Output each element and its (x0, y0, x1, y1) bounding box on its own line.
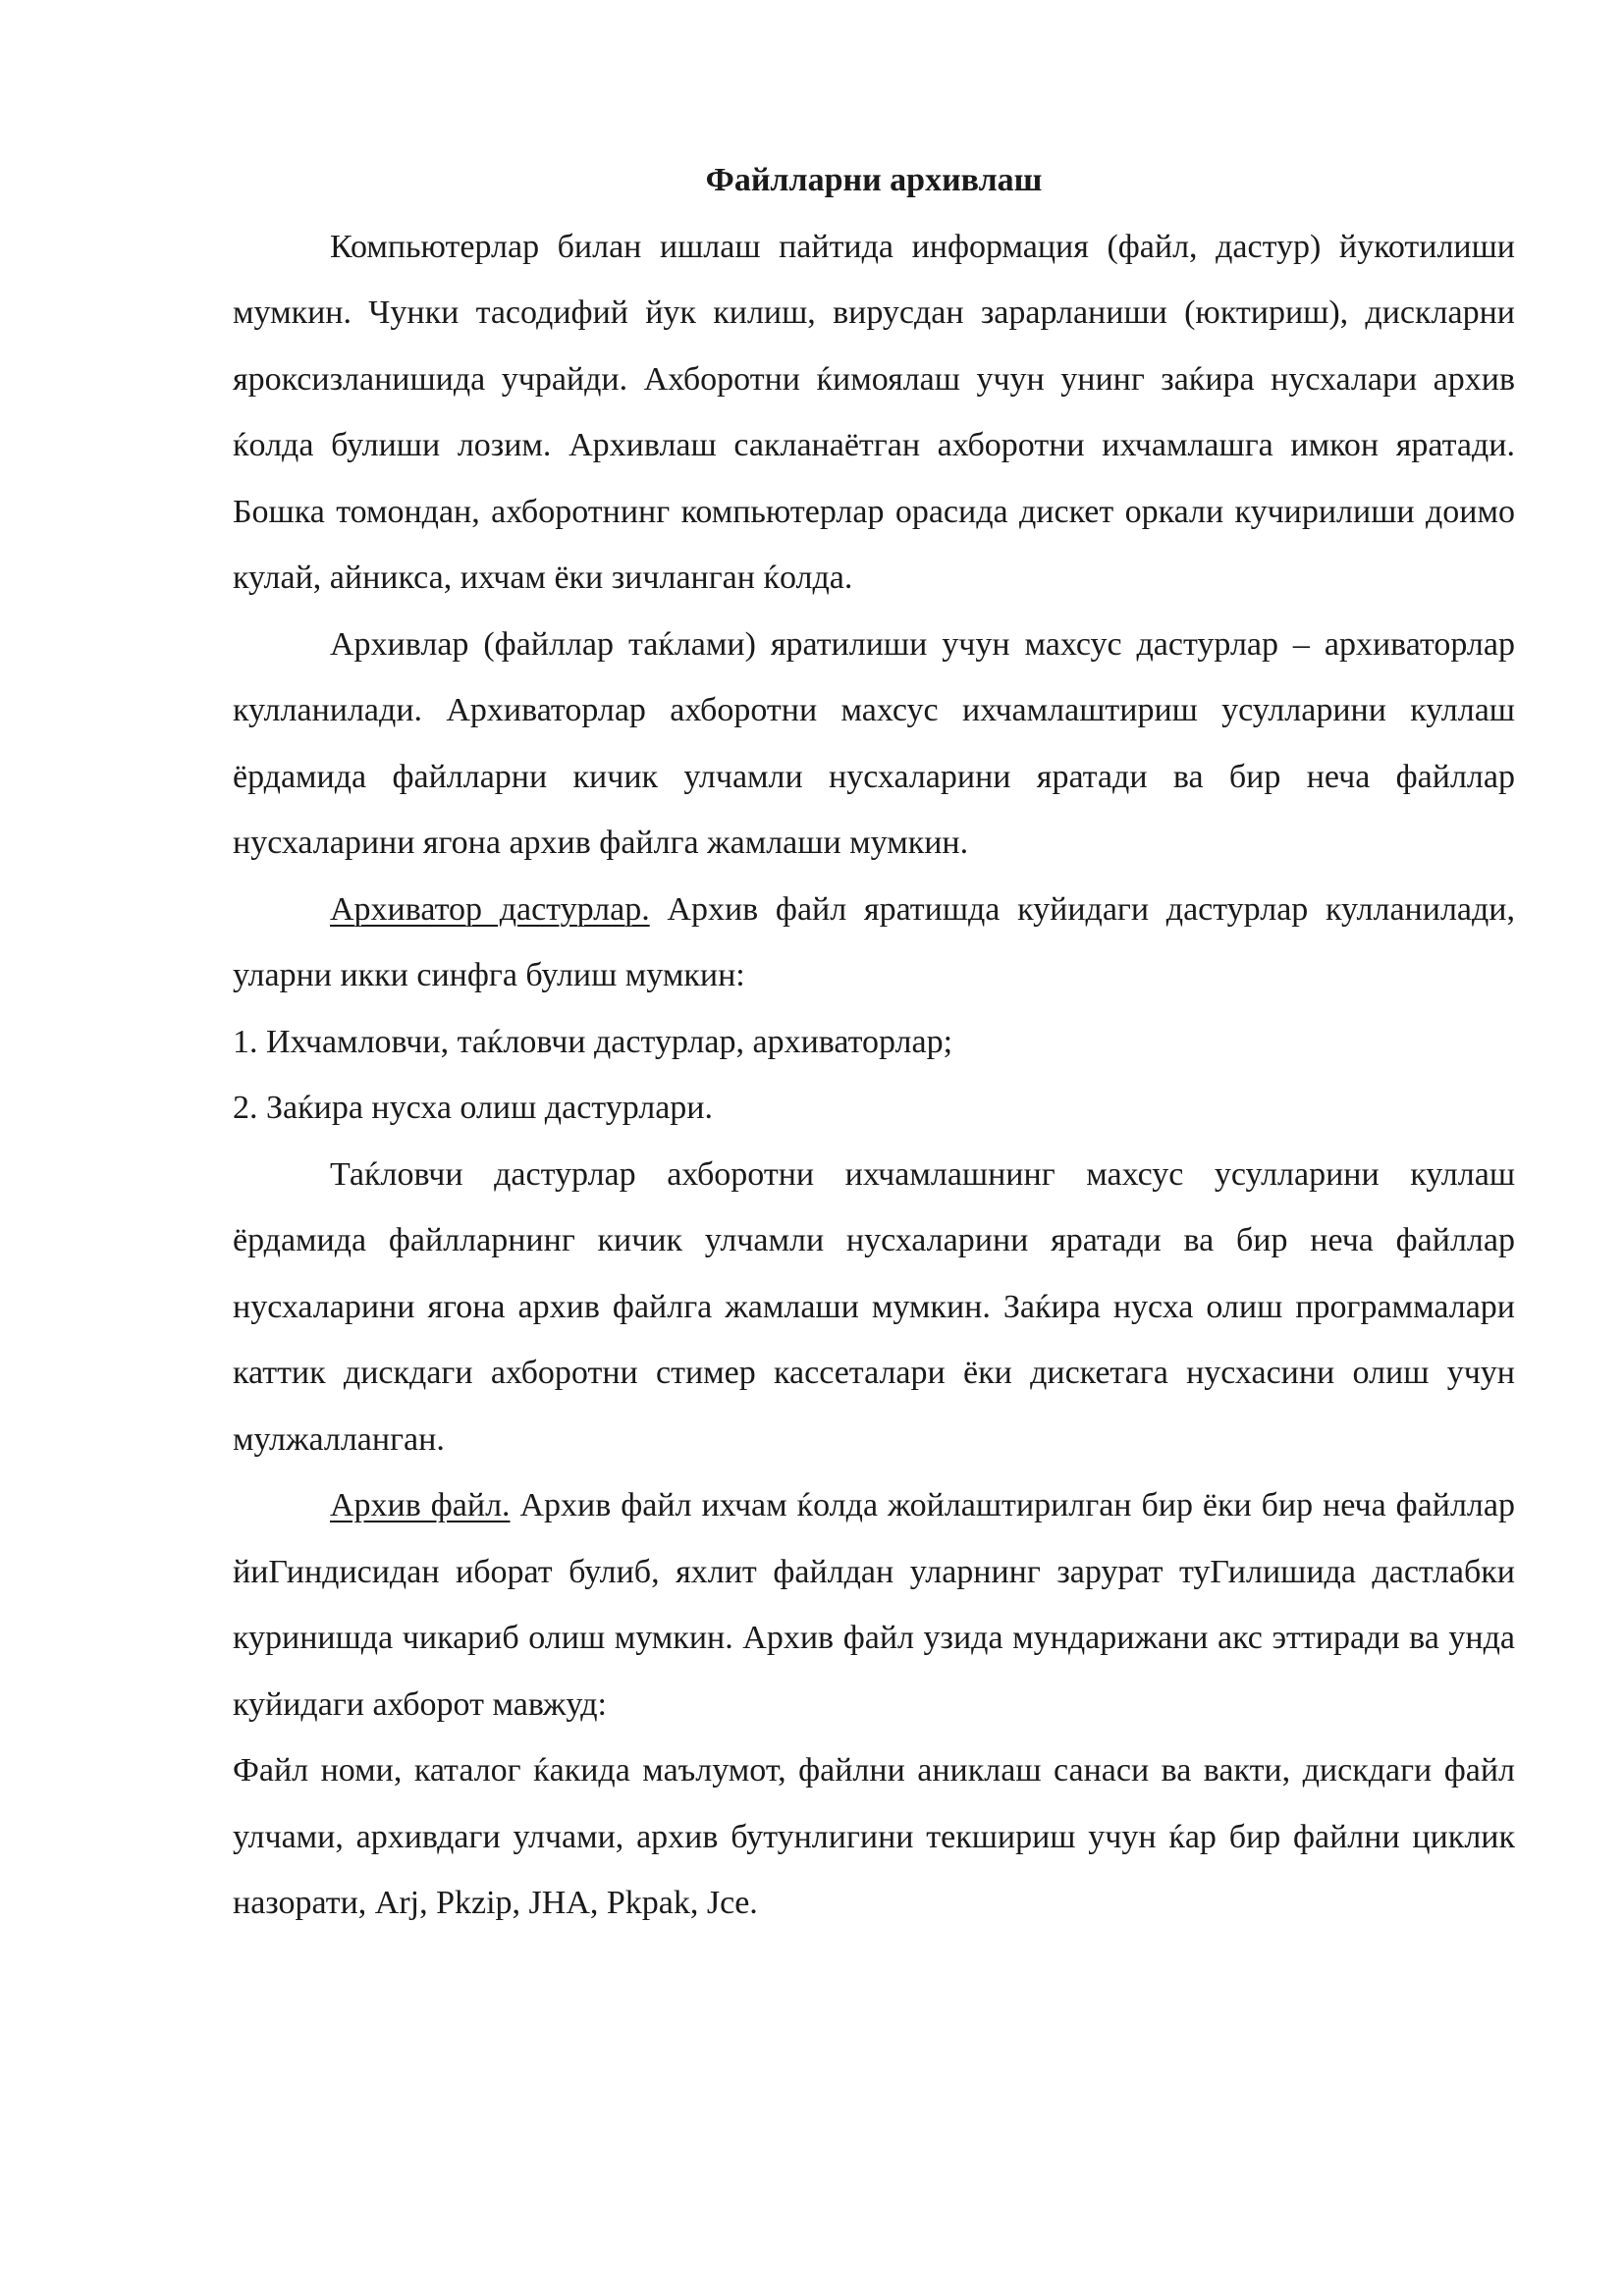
list-item: 1. Ихчамловчи, таќловчи дастурлар, архиваторлар; (233, 1023, 953, 1060)
paragraph-archive-file-text: Архив файл ихчам ќолда жойлаштирилган бир ёки бир неча файллар йиГиндисидан иборат булиб, яхлит файлдан уларнинг зарурат туГилишида дастлабки куринишда чикариб олиш мумкин. Архив файл узида мундарижани акс эттиради ва унда куйидаги ахборот мавжуд: (233, 1487, 1515, 1723)
paragraph-archive-contents: Файл номи, каталог ќакида маълумот, файлни аниклаш санаси ва вакти, дискдаги файл улчами, архивдаги улчами, архив бутунлигини текшириш учун ќар бир файлни циклик назорати, Arj, Pkzip, JHA, Pkpak, Jce. (233, 1752, 1515, 1921)
document-page (233, 147, 1515, 1937)
list-item: 2. Заќира нусха олиш дастурлари. (233, 1090, 713, 1126)
paragraph-packers: Таќловчи дастурлар ахборотни ихчамлашнинг махсус усулларини куллаш ёрдамида файлларнинг кичик улчамли нусхаларини яратади ва бир неча файллар нусхаларини ягона архив файлга жамлаши мумкин. Заќира нусха олиш программалари каттик дискдаги ахборотни стимер кассеталари ёки дискетага нусхасини олиш учун мулжалланган. (233, 1155, 1515, 1458)
section-heading-archive-file: Архив файл. (330, 1487, 511, 1523)
paragraph-archives: Архивлар (файллар таќлами) яратилиши учун махсус дастурлар – архиваторлар кулланилади. Архиваторлар ахборотни махсус ихчамлаштириш усулларини куллаш ёрдамида файлларни кичик улчамли нусхаларини яратади ва бир неча файллар нусхаларини ягона архив файлга жамлаши мумкин. (233, 625, 1515, 861)
section-heading-archiver-programs: Архиватор дастурлар. (330, 890, 650, 928)
paragraph-intro: Компьютерлар билан ишлаш пайтида информация (файл, дастур) йукотилиши мумкин. Чунки тасодифий йук килиш, вирусдан зарарланиши (юктириш), дискларни яроксизланишида учрайди. Ахборотни ќимоялаш учун унинг заќира нусхалари архив ќолда булиши лозим. Архивлаш сакланаётган ахборотни ихчамлашга имкон яратади. Бошка томондан, ахборотнинг компьютерлар орасида дискет оркали кучирилиши доимо кулай, айникса, ихчам ёки зичланган ќолда. (233, 228, 1515, 596)
document-title: Файлларни архивлаш (705, 162, 1043, 198)
paragraph-archiver-programs (233, 877, 1515, 1009)
paragraph-archiver-programs-text: Архив файл яратишда куйидаги дастурлар кулланилади, уларни икки синфга булиш мумкин: (233, 890, 1516, 993)
paragraph-archive-file (233, 1472, 1515, 1737)
